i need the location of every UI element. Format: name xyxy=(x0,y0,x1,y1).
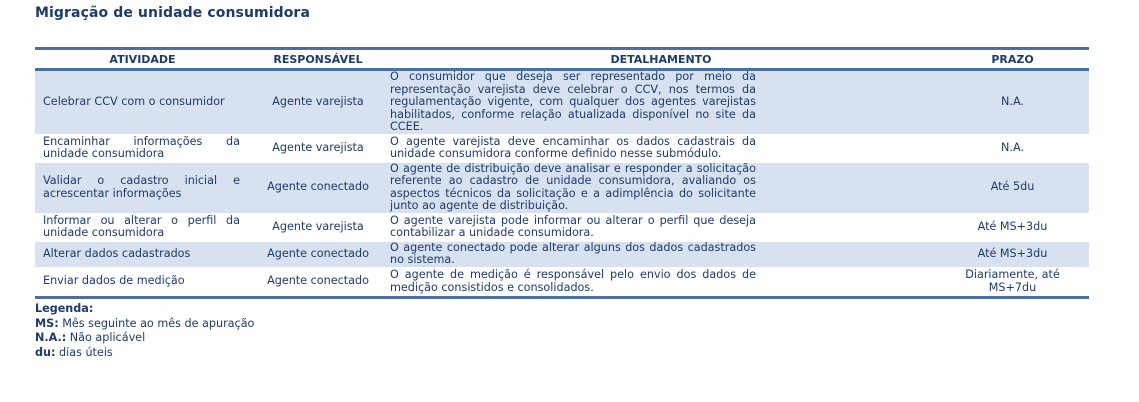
cell-detalhamento: O agente varejista pode informar ou alterar o perfil que deseja contabilizar a unidade consumidora. xyxy=(386,213,936,241)
legend-term: MS: xyxy=(35,316,59,330)
header-prazo: PRAZO xyxy=(936,49,1089,70)
cell-responsavel: Agente conectado xyxy=(250,241,386,267)
cell-responsavel: Agente conectado xyxy=(250,162,386,213)
cell-detalhamento: O agente conectado pode alterar alguns dos dados cadastrados no sistema. xyxy=(386,241,936,267)
table-row xyxy=(35,267,1089,297)
legend-heading: Legenda: xyxy=(35,302,94,315)
cell-atividade: Enviar dados de medição xyxy=(35,267,250,297)
cell-prazo: Diariamente, até MS+7du xyxy=(936,267,1089,297)
table-header-row xyxy=(35,49,1089,70)
legend-item xyxy=(35,317,254,332)
legend-item xyxy=(35,346,254,361)
table-row xyxy=(35,213,1089,241)
cell-detalhamento: O agente varejista deve encaminhar os dados cadastrais da unidade consumidora conforme definido nesse submódulo. xyxy=(386,134,936,162)
cell-detalhamento: O agente de distribuição deve analisar e responder a solicitação referente ao cadastro de unidade consumidora, avaliando os aspectos técnicos da solicitação e a adimplência do solicitante junto ao agente de distribuição. xyxy=(386,162,936,213)
cell-responsavel: Agente varejista xyxy=(250,70,386,135)
cell-atividade: Celebrar CCV com o consumidor xyxy=(35,70,250,135)
header-responsavel: RESPONSÁVEL xyxy=(250,49,386,70)
cell-responsavel: Agente varejista xyxy=(250,213,386,241)
cell-atividade: Informar ou alterar o perfil da unidade consumidora xyxy=(35,213,250,241)
cell-prazo: Até MS+3du xyxy=(936,241,1089,267)
legend xyxy=(35,302,254,360)
cell-atividade: Alterar dados cadastrados xyxy=(35,241,250,267)
cell-prazo: Até 5du xyxy=(936,162,1089,213)
table-row xyxy=(35,70,1089,135)
cell-prazo: N.A. xyxy=(936,70,1089,135)
legend-desc: Não aplicável xyxy=(66,331,146,344)
table-row xyxy=(35,241,1089,267)
cell-atividade: Encaminhar informações da unidade consumidora xyxy=(35,134,250,162)
table-row xyxy=(35,134,1089,162)
cell-prazo: Até MS+3du xyxy=(936,213,1089,241)
legend-desc: Mês seguinte ao mês de apuração xyxy=(58,316,255,330)
cell-atividade: Validar o cadastro inicial e acrescentar informações xyxy=(35,162,250,213)
legend-term: N.A.: xyxy=(35,331,67,344)
activities-table xyxy=(35,47,1089,299)
header-detalhamento: DETALHAMENTO xyxy=(386,49,936,70)
cell-responsavel: Agente varejista xyxy=(250,134,386,162)
legend-item xyxy=(35,331,254,346)
cell-responsavel: Agente conectado xyxy=(250,267,386,297)
header-atividade: ATIVIDADE xyxy=(35,49,250,70)
page-title: Migração de unidade consumidora xyxy=(35,5,310,21)
cell-detalhamento: O agente de medição é responsável pelo envio dos dados de medição consistidos e consolidados. xyxy=(386,267,936,297)
table-row xyxy=(35,162,1089,213)
legend-term: du: xyxy=(35,345,56,359)
legend-desc: dias úteis xyxy=(55,345,113,359)
cell-detalhamento: O consumidor que deseja ser representado por meio da representação varejista deve celebrar o CCV, nos termos da regulamentação vigente, com qualquer dos agentes varejistas habilitados, conforme relação atualizada disponível no site da CCEE. xyxy=(386,70,936,135)
cell-prazo: N.A. xyxy=(936,134,1089,162)
